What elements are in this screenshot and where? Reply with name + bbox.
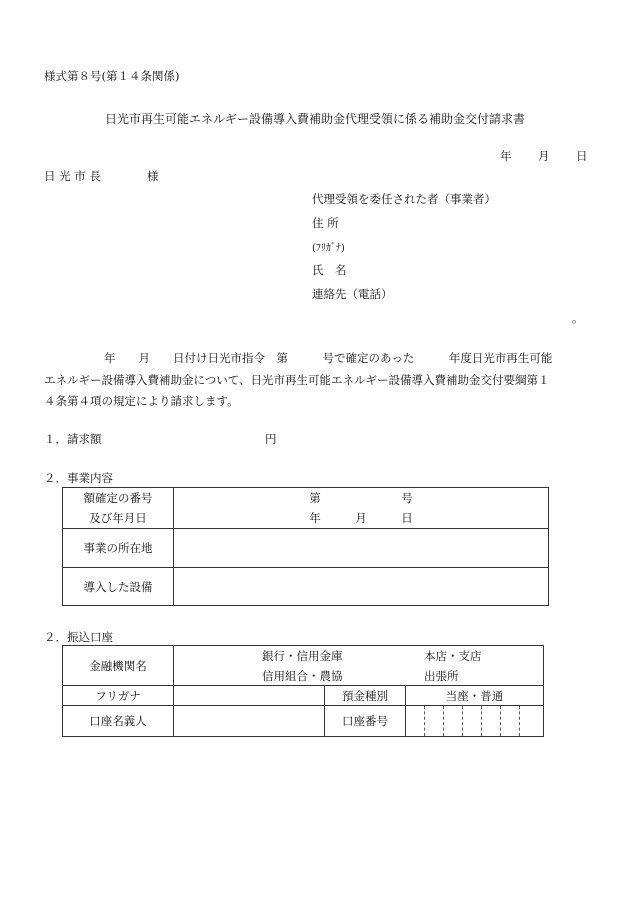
- account-number-value[interactable]: [406, 706, 544, 737]
- applicant-contact-label: 連絡先（電話）: [312, 287, 393, 301]
- body-line-2: エネルギー設備導入費補助金について、日光市再生可能エネルギー設備導入費補助金交付要綱第１: [44, 373, 550, 387]
- confirm-value-cell[interactable]: [174, 488, 549, 529]
- deposit-type-value[interactable]: 当座・普通: [406, 686, 544, 706]
- addressee-honorific: 様: [147, 169, 159, 183]
- applicant-heading: 代理受領を委任された者（事業者）: [312, 192, 496, 206]
- digit-box[interactable]: [500, 706, 519, 736]
- branch-type-2: 出張所: [424, 669, 459, 683]
- body-line-3: ４条第４項の規定により請求します。: [44, 394, 239, 408]
- applicant-end-mark: 。: [572, 311, 584, 325]
- body-line-1: 年 月 日付け日光市指令 第 号で確定のあった 年度日光市再生可能: [104, 351, 553, 365]
- account-number-label: 口座番号: [325, 706, 406, 737]
- digit-box[interactable]: [519, 706, 538, 736]
- section1-label: １．請求額: [44, 432, 102, 446]
- equipment-value[interactable]: [174, 568, 549, 606]
- digit-box[interactable]: [462, 706, 481, 736]
- applicant-address-label: 住 所: [312, 216, 339, 230]
- bank-type-2: 信用組合・農協: [262, 669, 343, 683]
- location-value[interactable]: [174, 529, 549, 568]
- section1-unit: 円: [265, 432, 277, 446]
- bank-table: [62, 645, 544, 737]
- account-holder-value[interactable]: [174, 706, 325, 737]
- project-table: [62, 487, 549, 606]
- confirm-label-2: 及び年月日: [89, 511, 147, 525]
- applicant-furigana-label: (ﾌﾘｶﾞﾅ): [312, 243, 345, 254]
- section3-label: ２．振込口座: [44, 630, 113, 644]
- bank-type-1: 銀行・信用金庫: [262, 649, 343, 663]
- date-month: 月: [538, 149, 550, 163]
- digit-box[interactable]: [481, 706, 500, 736]
- digit-box[interactable]: [443, 706, 462, 736]
- confirm-label-1: 額確定の番号: [83, 491, 153, 505]
- section2-label: ２．事業内容: [44, 471, 113, 485]
- confirm-number: 第 号: [309, 491, 413, 505]
- document-title: 日光市再生可能エネルギー設備導入費補助金代理受領に係る補助金交付請求書: [105, 112, 526, 126]
- location-label: 事業の所在地: [63, 529, 174, 568]
- addressee-name: 日 光 市 長: [44, 169, 101, 183]
- form-number: 様式第８号(第１４条関係): [44, 69, 180, 83]
- date-year: 年: [500, 149, 512, 163]
- digit-box[interactable]: [406, 706, 424, 736]
- confirm-date: 年 月 日: [309, 511, 413, 525]
- applicant-name-label: 氏 名: [312, 263, 347, 277]
- bank-name-value[interactable]: [174, 646, 544, 686]
- account-number-digits: [406, 706, 543, 736]
- digit-box[interactable]: [424, 706, 443, 736]
- branch-type-1: 本店・支店: [424, 649, 482, 663]
- furigana-label: フリガナ: [63, 686, 174, 706]
- deposit-type-label: 預金種別: [325, 686, 406, 706]
- furigana-value[interactable]: [174, 686, 325, 706]
- date-day: 日: [576, 149, 588, 163]
- bank-name-label: 金融機関名: [63, 646, 174, 686]
- account-holder-label: 口座名義人: [63, 706, 174, 737]
- equipment-label: 導入した設備: [63, 568, 174, 606]
- confirm-label-cell: [63, 488, 174, 529]
